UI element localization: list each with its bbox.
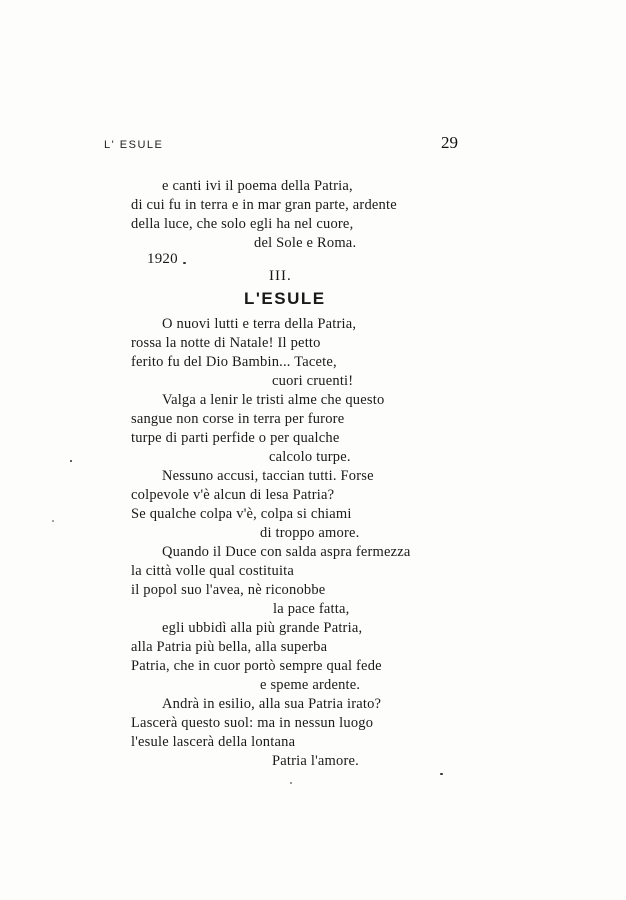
- scan-speck: [52, 520, 54, 522]
- poem-line: la città volle qual costituita: [131, 563, 295, 579]
- poem-line: Patria, che in cuor portò sempre qual fede: [131, 658, 382, 674]
- page-number: 29: [441, 133, 458, 152]
- poem-line: l'esule lascerà della lontana: [131, 734, 296, 750]
- poem-line: e speme ardente.: [260, 677, 361, 693]
- poem-line: turpe di parti perfide o per qualche: [131, 430, 340, 446]
- poem-line: cuori cruenti!: [272, 373, 354, 389]
- poem-title: L'ESULE: [244, 289, 326, 308]
- scan-speck: [70, 460, 72, 462]
- poem-line: il popol suo l'avea, nè riconobbe: [131, 582, 326, 598]
- poem-number: III.: [269, 268, 292, 284]
- scan-speck: [440, 773, 443, 775]
- running-title: L' ESULE: [104, 139, 164, 151]
- poem-line: di cui fu in terra e in mar gran parte, ardente: [131, 197, 397, 213]
- poem-line: calcolo turpe.: [269, 449, 351, 465]
- poem-line: alla Patria più bella, alla superba: [131, 639, 328, 655]
- poem-line: O nuovi lutti e terra della Patria,: [162, 316, 357, 332]
- poem-line: sangue non corse in terra per furore: [131, 411, 345, 427]
- poem-line: Se qualche colpa v'è, colpa si chiami: [131, 506, 352, 522]
- poem-line: colpevole v'è alcun di lesa Patria?: [131, 487, 335, 503]
- poem-line: di troppo amore.: [260, 525, 360, 541]
- poem-line: egli ubbidì alla più grande Patria,: [162, 620, 363, 636]
- poem-line: Valga a lenir le tristi alme che questo: [162, 392, 385, 408]
- scan-speck: [183, 262, 186, 264]
- poem-line: la pace fatta,: [273, 601, 350, 617]
- poem-date: 1920: [147, 251, 178, 267]
- poem-line: Lascerà questo suol: ma in nessun luogo: [131, 715, 374, 731]
- scan-speck: [290, 782, 292, 784]
- poem-line: Andrà in esilio, alla sua Patria irato?: [162, 696, 382, 712]
- poem-line: Patria l'amore.: [272, 753, 359, 769]
- poem-line: Quando il Duce con salda aspra fermezza: [162, 544, 411, 560]
- poem-line: Nessuno accusi, taccian tutti. Forse: [162, 468, 374, 484]
- poem-line: del Sole e Roma.: [254, 235, 357, 251]
- poem-line: rossa la notte di Natale! Il petto: [131, 335, 321, 351]
- poem-line: ferito fu del Dio Bambin... Tacete,: [131, 354, 337, 370]
- poem-line: e canti ivi il poema della Patria,: [162, 178, 353, 194]
- poem-line: della luce, che solo egli ha nel cuore,: [131, 216, 354, 232]
